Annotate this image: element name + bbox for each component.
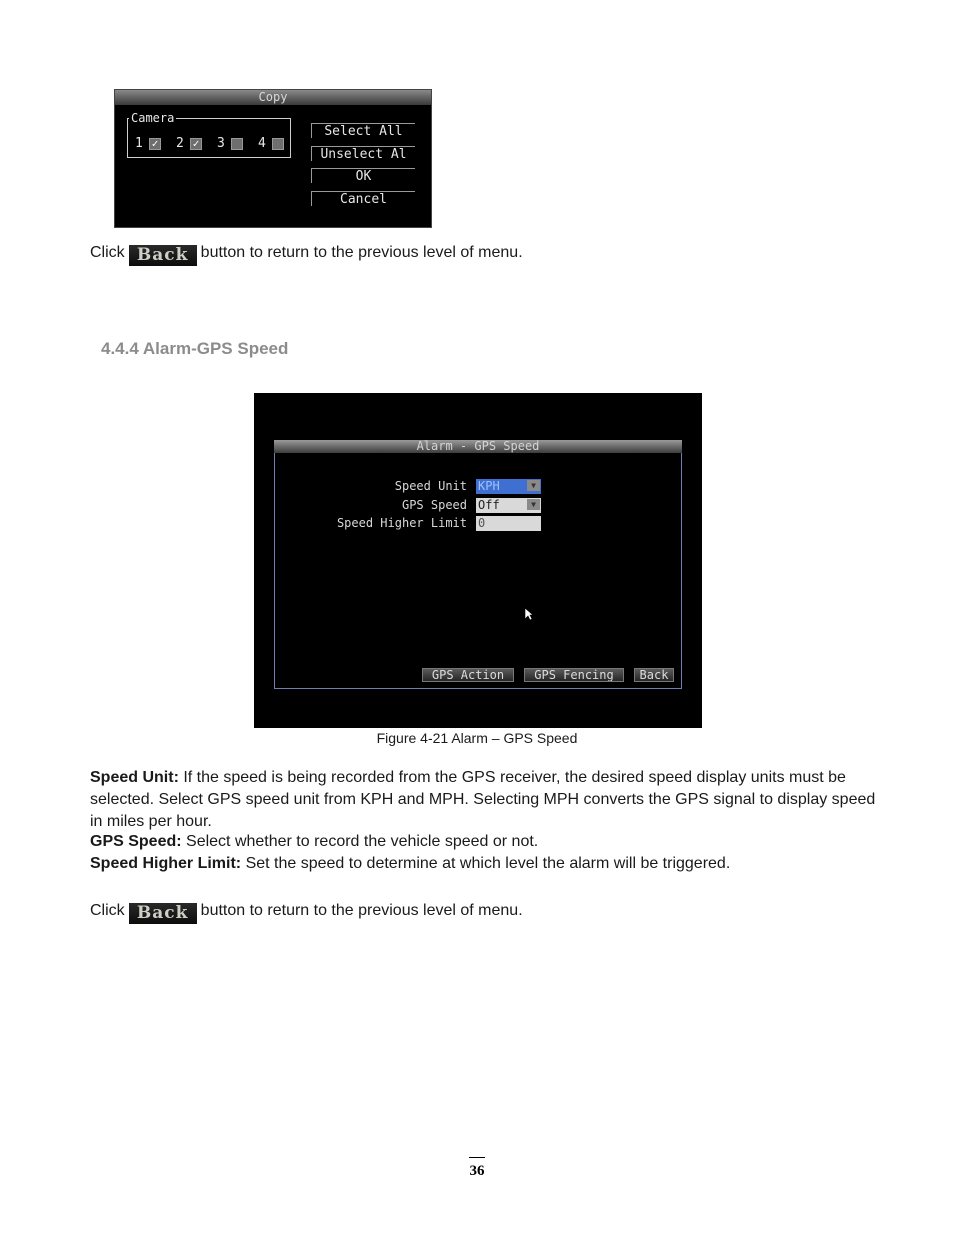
speed-unit-label: Speed Unit <box>394 479 467 493</box>
copy-dialog <box>114 89 432 228</box>
speed-unit-value: KPH <box>478 479 500 493</box>
speed-unit-dropdown[interactable] <box>476 479 541 494</box>
gps-speed-frame <box>274 440 682 689</box>
camera-1-label: 1 <box>135 136 143 151</box>
gps-speed-value: Off <box>478 498 500 512</box>
page-number-rule <box>469 1157 485 1158</box>
back-button-image: Back <box>129 245 197 266</box>
back-button[interactable]: Back <box>634 668 674 682</box>
gps-fencing-button[interactable]: GPS Fencing <box>524 668 624 682</box>
ok-button[interactable]: OK <box>311 168 415 183</box>
gps-action-button[interactable]: GPS Action <box>422 668 514 682</box>
section-heading: 4.4.4 Alarm-GPS Speed <box>101 339 289 358</box>
camera-2-checkbox[interactable]: ✓ <box>190 138 202 150</box>
gps-speed-dropdown[interactable] <box>476 498 541 513</box>
cancel-button[interactable]: Cancel <box>311 191 415 206</box>
camera-1-checkbox[interactable]: ✓ <box>149 138 161 150</box>
camera-2-label: 2 <box>176 136 184 151</box>
unselect-all-button[interactable]: Unselect Al <box>311 146 415 161</box>
gps-speed-text: Select whether to record the vehicle speed or not. <box>181 833 539 850</box>
speed-unit-term: Speed Unit: <box>90 769 179 786</box>
gps-speed-label: GPS Speed <box>401 498 467 512</box>
select-all-button[interactable]: Select All <box>311 123 415 138</box>
camera-4-checkbox[interactable] <box>272 138 284 150</box>
gps-speed-description <box>90 831 880 853</box>
copy-dialog-title: Copy <box>115 90 431 105</box>
speed-higher-limit-term: Speed Higher Limit: <box>90 855 242 872</box>
speed-higher-limit-text: Set the speed to determine at which level the alarm will be triggered. <box>241 855 731 872</box>
gps-speed-title: Alarm - GPS Speed <box>274 440 682 453</box>
gps-speed-screen <box>254 393 702 728</box>
gps-speed-term: GPS Speed: <box>90 833 182 850</box>
mouse-cursor-icon <box>524 607 534 621</box>
click-text: Click <box>90 902 125 919</box>
speed-higher-limit-description <box>90 853 880 875</box>
back-instruction-text: button to return to the previous level of menu. <box>200 244 523 261</box>
speed-higher-limit-label: Speed Higher Limit <box>336 516 467 530</box>
click-text: Click <box>90 244 125 261</box>
back-instruction-1 <box>90 242 523 266</box>
camera-4-label: 4 <box>258 136 266 151</box>
chevron-down-icon: ▼ <box>527 499 540 510</box>
speed-unit-text: If the speed is being recorded from the GPS receiver, the desired speed display units must be selected. Select GPS speed unit from KPH and MPH. Selecting MPH converts the GPS signal to display speed in miles per hour. <box>90 769 876 830</box>
camera-3-label: 3 <box>217 136 225 151</box>
chevron-down-icon: ▼ <box>527 480 540 491</box>
back-instruction-2 <box>90 900 523 924</box>
back-button-image: Back <box>129 903 197 924</box>
camera-group-legend: Camera <box>131 111 175 125</box>
speed-higher-limit-input[interactable]: 0 <box>476 516 541 531</box>
page-number: 36 <box>469 1163 485 1179</box>
camera-3-checkbox[interactable] <box>231 138 243 150</box>
figure-caption: Figure 4-21 Alarm – GPS Speed <box>376 730 578 746</box>
back-instruction-text: button to return to the previous level of menu. <box>200 902 523 919</box>
speed-unit-description <box>90 767 880 833</box>
